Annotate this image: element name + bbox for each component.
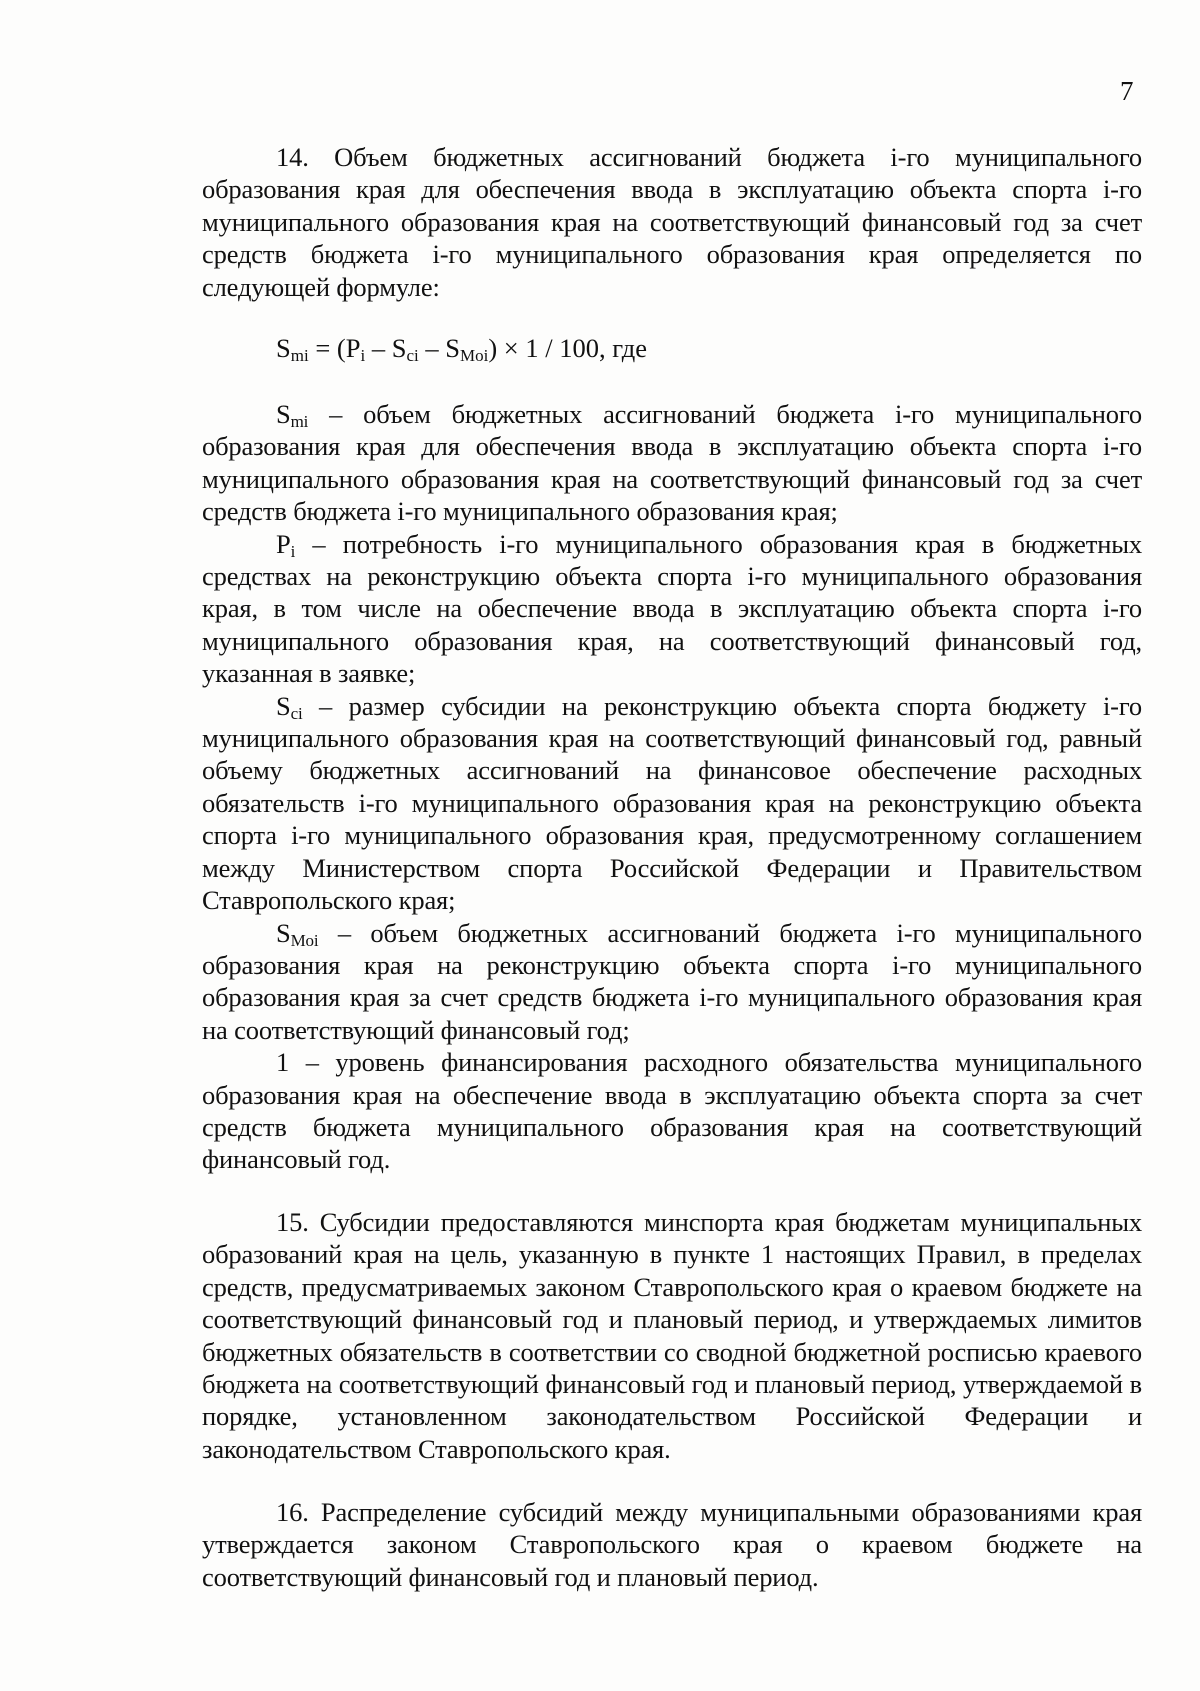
definition-text: – объем бюджетных ассигнований бюджета i-го муниципального образования края для обеспечения ввода в эксплуатацию объекта спорта i-го муниципального образования края на соответствующий финансовый год за счет средств бюджета i-го муниципального образования края; (202, 399, 1142, 527)
paragraph-16-text: 16. Распределение субсидий между муниципальными образованиями края утверждается законом Ставропольского края о краевом бюджете на соответствующий финансовый год и плановый период. (202, 1497, 1142, 1592)
formula-sub-mi: mi (290, 346, 309, 365)
formula-minus-smo: – S (418, 333, 460, 363)
definition-text: – объем бюджетных ассигнований бюджета i-го муниципального образования края на реконструкцию объекта спорта i-го муниципального образования края за счет средств бюджета i-го муниципального образования края на соответствующий финансовый год; (202, 917, 1142, 1045)
formula-tail: ) × 1 / 100, где (488, 333, 648, 363)
page-number: 7 (1120, 76, 1134, 106)
paragraph-14-text: 14. Объем бюджетных ассигнований бюджета i-го муниципального образования края для обеспечения ввода в эксплуатацию объекта спорта i-го муниципального образования края на соответствующий финансовый год за счет средств бюджета i-го муниципального образования края определяется по следующей формуле: (202, 142, 1142, 302)
paragraph-15 (202, 1206, 1142, 1465)
definition-subscript: ci (290, 703, 303, 723)
definition-text: – уровень финансирования расходного обязательства муниципального образования края на обеспечение ввода в эксплуатацию объекта спорта за счет средств бюджета муниципального образования края на соответствующий финансовый год. (202, 1047, 1142, 1175)
definition-smoi (202, 917, 1142, 1047)
definition-symbol: S (276, 917, 291, 948)
formula-sub-ci: ci (406, 346, 419, 365)
definition-smi (202, 398, 1142, 528)
definition-subscript: i (290, 541, 296, 561)
definition-text: – потребность i-го муниципального образования края в бюджетных средствах на реконструкцию объекта спорта i-го муниципального образования края, в том числе на обеспечение ввода в эксплуатацию объекта спорта i-го муниципального образования края, на соответствующий финансовый год, указанная в заявке; (202, 528, 1142, 689)
definition-subscript: mi (290, 412, 309, 431)
paragraph-16 (202, 1496, 1142, 1593)
formula-minus-sc: – S (365, 333, 407, 363)
definition-symbol: S (276, 690, 291, 721)
definition-symbol: P (276, 528, 291, 559)
formula (276, 332, 647, 364)
formula-eq: = (P (308, 333, 361, 363)
definition-subscript: Мoi (290, 930, 319, 950)
definitions-list (202, 398, 1142, 1176)
formula-symbol-s: S (276, 333, 291, 363)
definition-pi (202, 528, 1142, 690)
definition-sci (202, 690, 1142, 917)
paragraph-14 (202, 141, 1142, 303)
definition-text: – размер субсидии на реконструкцию объекта спорта бюджету i-го муниципального образования края на соответствующий финансовый год, равный объему бюджетных ассигнований на финансовое обеспечение расходных обязательств i-го муниципального образования края на реконструкцию объекта спорта i-го муниципального образования края, предусмотренному соглашением между Министерством спорта Российской Федерации и Правительством Ставропольского края; (202, 690, 1142, 916)
definition-symbol: S (276, 399, 291, 429)
formula-sub-i: i (360, 346, 366, 365)
paragraph-15-text: 15. Субсидии предоставляются минспорта края бюджетам муниципальных образований края на цель, указанную в пункте 1 настоящих Правил, в пределах средств, предусматриваемых законом Ставропольского края о краевом бюджете на соответствующий финансовый год и плановый период, и утверждаемых лимитов бюджетных обязательств в соответствии со сводной бюджетной росписью краевого бюджета на соответствующий финансовый год и плановый период, утверждаемой в порядке, установленном законодательством Российской Федерации и законодательством Ставропольского края. (202, 1207, 1142, 1464)
formula-sub-moi: Мoi (459, 346, 489, 365)
definition-one (202, 1046, 1142, 1176)
definition-symbol: 1 (276, 1047, 290, 1078)
